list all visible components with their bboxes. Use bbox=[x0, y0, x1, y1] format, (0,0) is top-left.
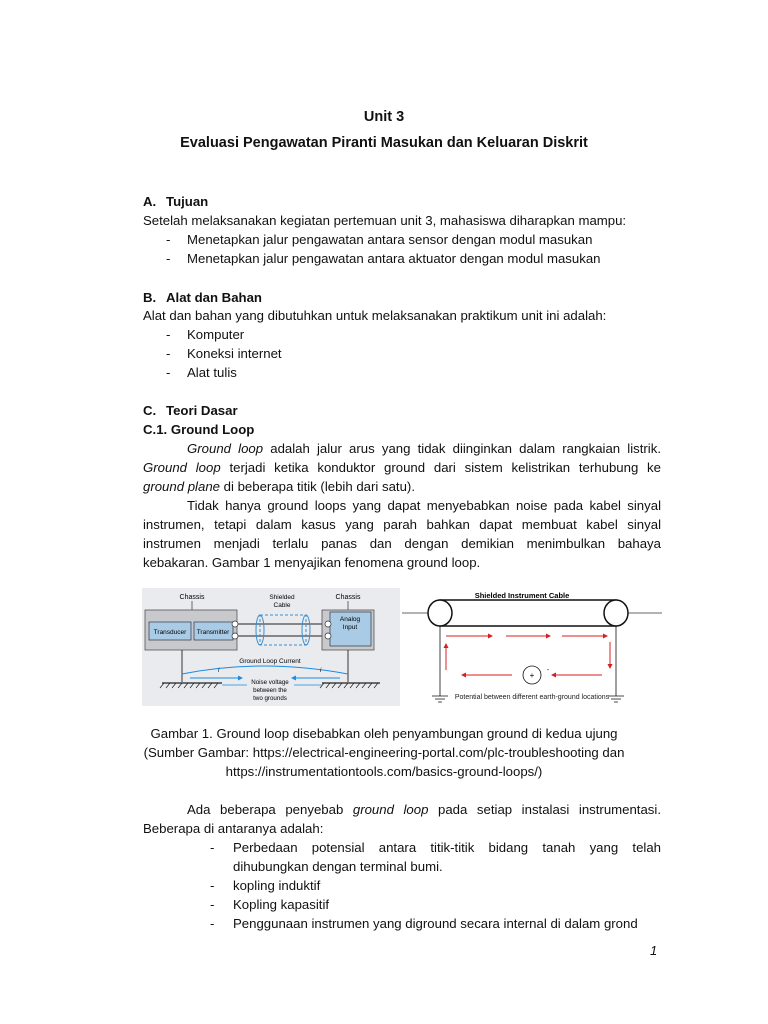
figure-caption: (Sumber Gambar: https://electrical-engineering-portal.com/plc-troubleshooting dan bbox=[143, 745, 625, 760]
section-b-heading: Alat dan Bahan bbox=[166, 290, 262, 305]
section-b-intro: Alat dan bahan yang dibutuhkan untuk melaksanakan praktikum unit ini adalah: bbox=[143, 308, 607, 323]
page-title: Evaluasi Pengawatan Piranti Masukan dan Keluaran Diskrit bbox=[180, 135, 588, 151]
current-i-label: i bbox=[320, 668, 322, 674]
shielded-cable-diagram bbox=[402, 588, 662, 706]
bullet-dash: - bbox=[210, 897, 215, 912]
section-a-intro: Setelah melaksanakan kegiatan pertemuan unit 3, mahasiswa diharapkan mampu: bbox=[143, 213, 627, 228]
transmitter-label: Transmitter bbox=[196, 629, 230, 636]
ground-loop-diagram bbox=[142, 588, 400, 706]
section-b-letter: B. bbox=[143, 290, 157, 305]
transducer-label: Transducer bbox=[153, 629, 187, 636]
bullet-dash: - bbox=[210, 840, 215, 855]
list-item: Perbedaan potensial antara titik-titik bidang tanah yang telah bbox=[233, 840, 661, 855]
noise-voltage-label: two grounds bbox=[253, 695, 287, 702]
bullet-dash: - bbox=[166, 251, 171, 266]
list-item: kopling induktif bbox=[233, 878, 321, 893]
chassis-left-label: Chassis bbox=[179, 594, 205, 601]
list-item: Penggunaan instrumen yang diground secara internal di dalam grond bbox=[233, 916, 638, 931]
ground-loop-current-label: Ground Loop Current bbox=[239, 658, 301, 665]
plus-label: + bbox=[529, 671, 535, 680]
bullet-dash: - bbox=[210, 916, 215, 931]
list-item: Menetapkan jalur pengawatan antara sensor dengan modul masukan bbox=[187, 232, 593, 247]
list-item: Koneksi internet bbox=[187, 346, 282, 361]
paragraph-line: Ground loop adalah jalur arus yang tidak diinginkan dalam rangkaian listrik. bbox=[187, 441, 661, 456]
chassis-right-label: Chassis bbox=[335, 594, 361, 601]
paragraph-line: instrumen menjadi terlalu panas dan dengan demikian menimbulkan bahaya bbox=[143, 536, 661, 551]
shielded-cable-label: Cable bbox=[273, 602, 291, 609]
noise-voltage-label: between the bbox=[253, 687, 287, 694]
section-c-heading: Teori Dasar bbox=[166, 403, 238, 418]
list-item: dihubungkan dengan terminal bumi. bbox=[233, 859, 443, 874]
figure-caption: https://instrumentationtools.com/basics-ground-loops/) bbox=[225, 764, 543, 779]
paragraph-line: Beberapa di antaranya adalah: bbox=[143, 821, 324, 836]
bullet-dash: - bbox=[166, 346, 171, 361]
subsection-heading: C.1. Ground Loop bbox=[143, 422, 255, 437]
current-i-label: i bbox=[218, 668, 220, 674]
paragraph-line: Ada beberapa penyebab ground loop pada setiap instalasi instrumentasi. bbox=[187, 802, 661, 817]
section-a-letter: A. bbox=[143, 194, 157, 209]
list-item: Komputer bbox=[187, 327, 245, 342]
paragraph-line: kebakaran. Gambar 1 menyajikan fenomena ground loop. bbox=[143, 555, 481, 570]
list-item: Menetapkan jalur pengawatan antara aktuator dengan modul masukan bbox=[187, 251, 601, 266]
bullet-dash: - bbox=[210, 878, 215, 893]
figure-caption: Gambar 1. Ground loop disebabkan oleh penyambungan ground di kedua ujung bbox=[150, 726, 618, 741]
section-c-letter: C. bbox=[143, 403, 157, 418]
paragraph-line: ground plane di beberapa titik (lebih dari satu). bbox=[143, 479, 415, 494]
analog-input-label: Input bbox=[342, 624, 358, 631]
bullet-dash: - bbox=[166, 327, 171, 342]
cable-diagram-caption: Potential between different earth-ground locations bbox=[454, 694, 610, 701]
bullet-dash: - bbox=[166, 232, 171, 247]
paragraph-line: instrumen, tetapi dalam kasus yang parah bahkan dapat membuat kabel sinyal bbox=[143, 517, 661, 532]
list-item: Alat tulis bbox=[187, 365, 237, 380]
minus-label: - bbox=[546, 667, 550, 674]
cable-diagram-title: Shielded Instrument Cable bbox=[474, 591, 570, 600]
section-a-heading: Tujuan bbox=[166, 194, 209, 209]
bullet-dash: - bbox=[166, 365, 171, 380]
analog-input-label: Analog bbox=[339, 616, 361, 623]
paragraph-line: Ground loop terjadi ketika konduktor ground dari sistem kelistrikan terhubung ke bbox=[143, 460, 661, 475]
unit-label: Unit 3 bbox=[363, 109, 405, 125]
list-item: Kopling kapasitif bbox=[233, 897, 330, 912]
page-number: 1 bbox=[650, 943, 658, 958]
noise-voltage-label: Noise voltage bbox=[251, 679, 289, 686]
paragraph-line: Tidak hanya ground loops yang dapat menyebabkan noise pada kabel sinyal bbox=[187, 498, 661, 513]
shielded-cable-label: Shielded bbox=[269, 594, 295, 601]
